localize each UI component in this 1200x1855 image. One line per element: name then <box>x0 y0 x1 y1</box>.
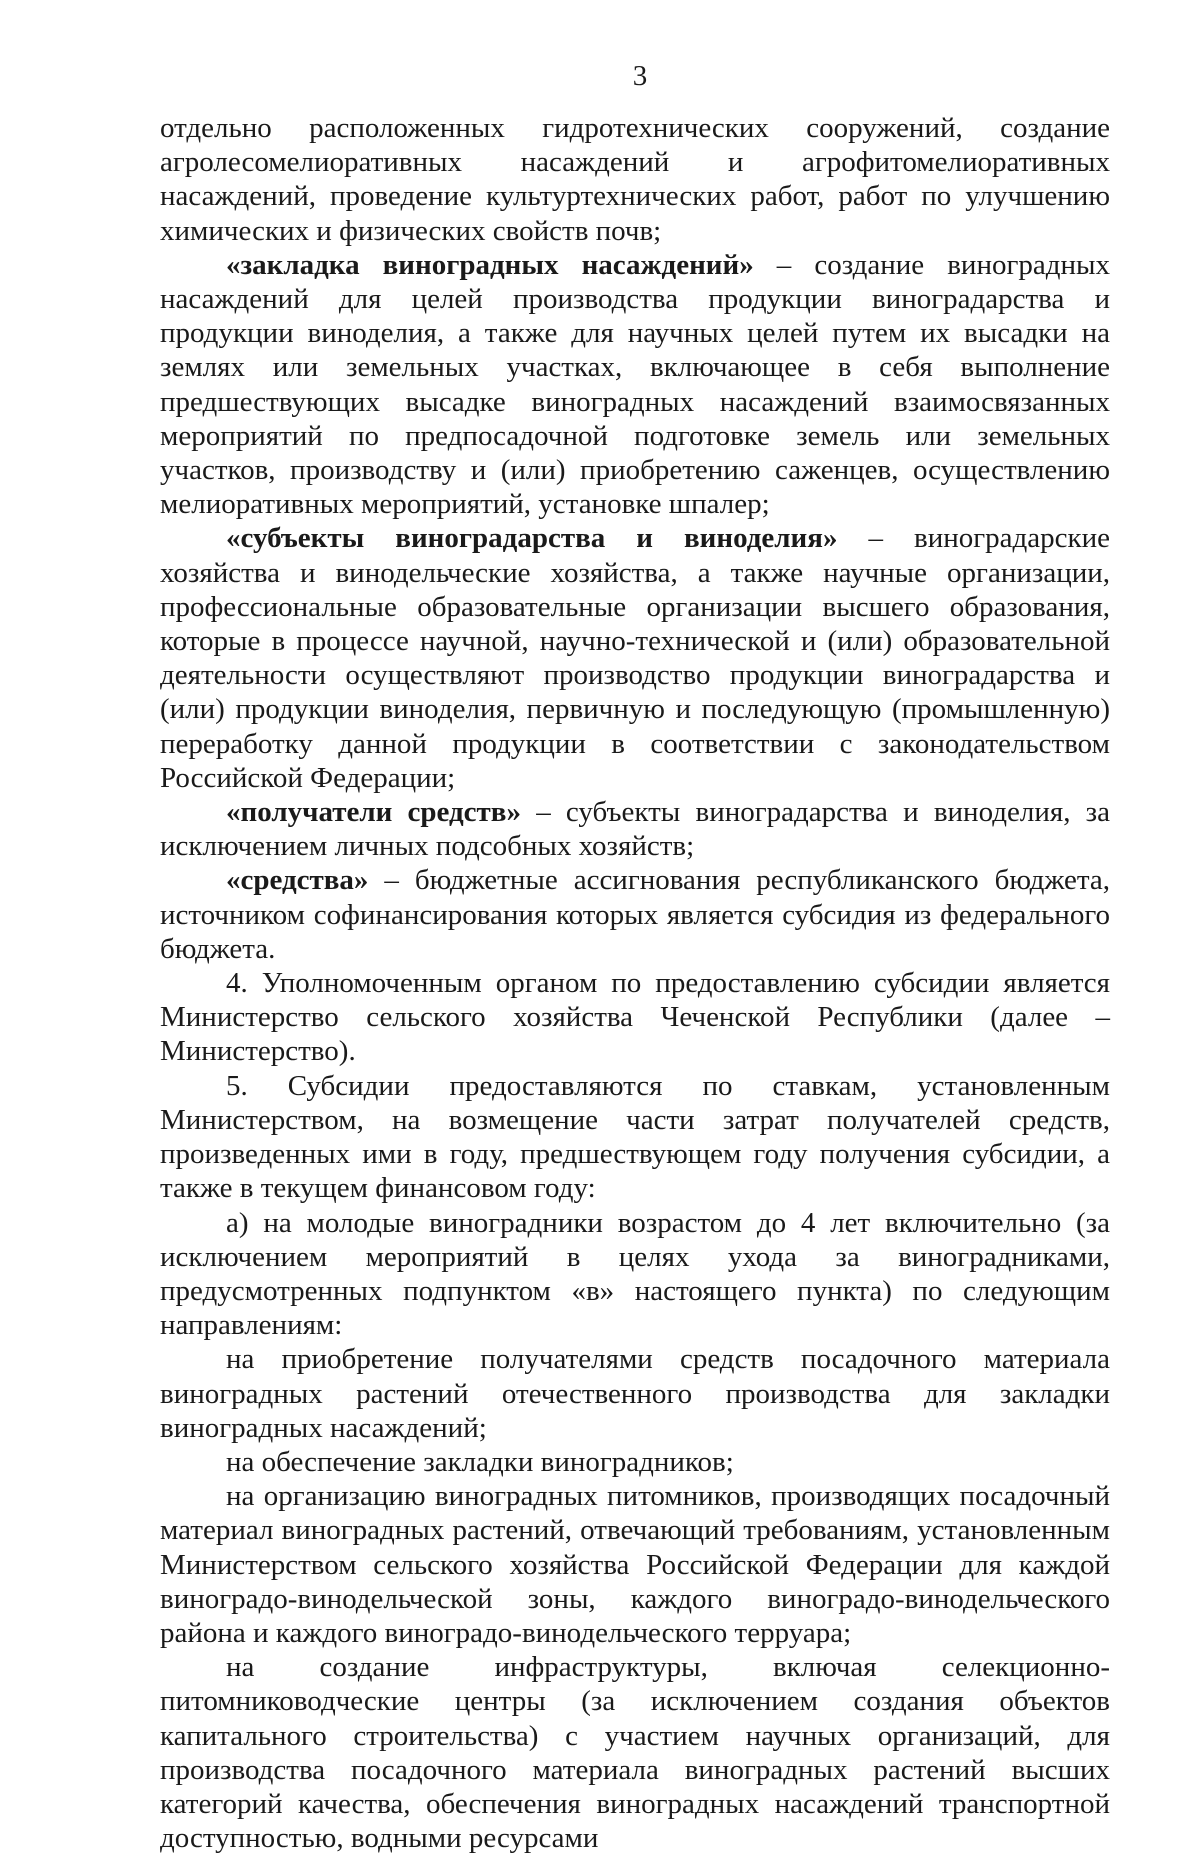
subclause-a-paragraph <box>160 1206 1110 1343</box>
defined-term: «средства» <box>226 864 369 897</box>
paragraph-text: 5. Субсидии предоставляются по ставкам, установленным Министерством, на возмещение части затрат получателей средств, произведенных ими в году, предшествующем году получения субсидии, а также в текущем финансовом году: <box>160 1069 1110 1205</box>
clause-5-paragraph <box>160 1069 1110 1206</box>
definition-paragraph <box>160 795 1110 863</box>
defined-term: «закладка виноградных насаждений» <box>226 248 754 281</box>
definition-paragraph <box>160 521 1110 795</box>
paragraph-text: на организацию виноградных питомников, производящих посадочный материал виноградных растений, отвечающий требованиям, установленным Министерством сельского хозяйства Российской Федерации для каждой виноградо-винодельческой зоны, каждого виноградо-винодельческого района и каждого виноградо-винодельческого терруара; <box>160 1480 1110 1649</box>
paragraph-continuation <box>160 111 1110 248</box>
defined-term: «субъекты виноградарства и виноделия» <box>226 522 838 555</box>
paragraph-text: отдельно расположенных гидротехнических сооружений, создание агролесомелиоративных насаждений и агрофитомелиоративных насаждений, проведение культуртехнических работ, работ по улучшению химических и физических свойств почв; <box>160 112 1110 247</box>
page-number: 3 <box>632 60 648 92</box>
defined-term: «получатели средств» <box>226 796 521 829</box>
clause-4-paragraph <box>160 966 1110 1069</box>
definition-paragraph <box>160 248 1110 522</box>
paragraph-text: 4. Уполномоченным органом по предоставлению субсидии является Министерство сельского хозяйства Чеченской Республики (далее – Министерство). <box>160 967 1110 1068</box>
paragraph-text: на создание инфраструктуры, включая селекционно-питомниководческие центры (за исключением создания объектов капитального строительства) с участием научных организаций, для производства посадочного материала виноградных растений высших категорий качества, обеспечения виноградных насаждений транспортной доступностью, водными ресурсами <box>160 1651 1110 1855</box>
definition-paragraph <box>160 863 1110 966</box>
direction-item <box>160 1650 1110 1855</box>
paragraph-text: на приобретение получателями средств посадочного материала виноградных растений отечественного производства для закладки виноградных насаждений; <box>160 1343 1110 1444</box>
definition-text: – субъекты виноградарства и виноделия, за исключением личных подсобных хозяйств; <box>160 796 1110 863</box>
document-body <box>160 111 1110 1855</box>
paragraph-text: а) на молодые виноградники возрастом до 4 лет включительно (за исключением мероприятий в целях ухода за виноградниками, предусмотренных подпунктом «в» настоящего пункта) по следующим направлениям: <box>160 1206 1110 1342</box>
paragraph-text: на обеспечение закладки виноградников; <box>226 1445 734 1478</box>
definition-text: – бюджетные ассигнования республиканского бюджета, источником софинансирования которых является субсидия из федерального бюджета. <box>160 864 1110 965</box>
direction-item <box>160 1445 1110 1479</box>
definition-text: – создание виноградных насаждений для целей производства продукции виноградарства и продукции виноделия, а также для научных целей путем их высадки на землях или земельных участках, включающее в себя выполнение предшествующих высадке виноградных насаждений взаимосвязанных мероприятий по предпосадочной подготовке земель или земельных участков, производству и (или) приобретению саженцев, осуществлению мелиоративных мероприятий, установке шпалер; <box>160 248 1110 521</box>
direction-item <box>160 1479 1110 1650</box>
direction-item <box>160 1342 1110 1445</box>
definition-text: – виноградарские хозяйства и винодельческие хозяйства, а также научные организации, профессиональные образовательные организации высшего образования, которые в процессе научной, научно-технической и (или) образовательной деятельности осуществляют производство продукции виноградарства и (или) продукции виноделия, первичную и последующую (промышленную) переработку данной продукции в соответствии с законодательством Российской Федерации; <box>160 522 1111 794</box>
